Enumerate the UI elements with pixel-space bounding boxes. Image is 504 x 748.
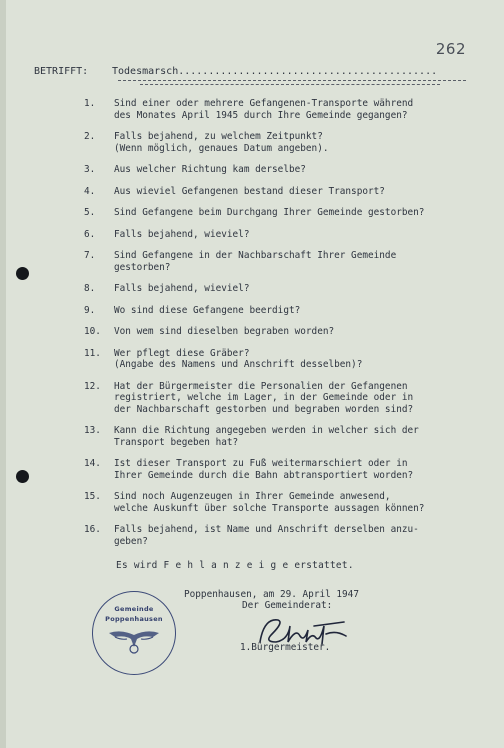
question-number: 1. xyxy=(84,98,96,109)
question-text: Falls bejahend, ist Name und Anschrift derselben anzu- geben? xyxy=(114,524,419,547)
question-text: Sind Gefangene in der Nachbarschaft Ihrer Gemeinde gestorben? xyxy=(114,250,397,273)
question-text: Falls bejahend, wieviel? xyxy=(114,228,250,240)
question-text: Sind Gefangene beim Durchgang Ihrer Gemeinde gestorben? xyxy=(114,207,425,218)
question-item xyxy=(84,425,474,448)
punch-hole xyxy=(16,470,29,483)
question-item xyxy=(84,381,474,416)
question-text: Ist dieser Transport zu Fuß weitermarschiert oder in Ihrer Gemeinde durch die Bahn abtransportiert worden? xyxy=(114,458,414,481)
municipal-seal-stamp xyxy=(92,591,176,675)
question-number: 7. xyxy=(84,250,96,261)
subject-underline-2 xyxy=(140,84,440,85)
question-text: Kann die Richtung angegeben werden in welcher sich der Transport begeben hat? xyxy=(114,425,419,448)
question-number: 6. xyxy=(84,228,96,240)
question-number: 5. xyxy=(84,207,96,218)
question-number: 16. xyxy=(84,524,101,535)
question-number: 13. xyxy=(84,425,101,436)
question-item xyxy=(84,326,474,338)
page-number: 262 xyxy=(435,40,466,58)
question-item xyxy=(84,283,474,295)
question-number: 8. xyxy=(84,283,96,294)
question-item xyxy=(84,98,474,121)
question-item xyxy=(84,348,474,371)
question-number: 14. xyxy=(84,458,101,469)
question-number: 11. xyxy=(84,347,101,359)
council-label: Der Gemeinderat: xyxy=(242,600,333,611)
seal-top-text: Gemeinde xyxy=(114,605,154,613)
question-item xyxy=(84,305,474,317)
question-item xyxy=(84,250,474,273)
question-text: Falls bejahend, zu welchem Zeitpunkt? (Wenn möglich, genaues Datum angeben). xyxy=(114,131,329,154)
question-text: Wo sind diese Gefangene beerdigt? xyxy=(114,304,301,316)
question-number: 4. xyxy=(84,185,96,197)
question-text: Falls bejahend, wieviel? xyxy=(114,283,250,294)
subject-line xyxy=(34,66,437,77)
question-item xyxy=(84,164,474,176)
page-edge xyxy=(0,0,6,748)
question-item xyxy=(84,131,474,154)
question-item xyxy=(84,207,474,219)
question-item xyxy=(84,229,474,241)
question-text: Von wem sind dieselben begraben worden? xyxy=(114,326,335,337)
mayor-title: 1.Bürgermeister. xyxy=(240,642,331,653)
question-item xyxy=(84,524,474,547)
question-number: 9. xyxy=(84,304,96,316)
place-and-date: Poppenhausen, am 29. April 1947 xyxy=(184,589,359,600)
subject-value: Todesmarsch........................................... xyxy=(112,66,438,77)
question-item xyxy=(84,491,474,514)
question-text: Hat der Bürgermeister die Personalien der Gefangenen registriert, welche im Lager, in der Gemeinde oder in der Nachbarschaft gestorben und begraben worden sind? xyxy=(114,380,414,415)
question-list xyxy=(84,98,474,547)
question-number: 15. xyxy=(84,491,101,502)
question-number: 10. xyxy=(84,326,101,337)
seal-bottom-text: Poppenhausen xyxy=(105,615,163,623)
subject-underline xyxy=(118,80,466,81)
question-text: Sind einer oder mehrere Gefangenen-Transporte während des Monates April 1945 durch Ihre Gemeinde gegangen? xyxy=(114,98,414,121)
punch-hole xyxy=(16,267,29,280)
question-item xyxy=(84,186,474,198)
question-text: Aus welcher Richtung kam derselbe? xyxy=(114,164,306,175)
question-text: Aus wieviel Gefangenen bestand dieser Transport? xyxy=(114,185,385,197)
question-number: 3. xyxy=(84,164,96,175)
question-number: 2. xyxy=(84,131,96,142)
negative-report: Es wird F e h l a n z e i g e erstattet. xyxy=(116,560,354,571)
eagle-emblem-icon xyxy=(107,625,161,655)
question-number: 12. xyxy=(84,380,101,392)
question-text: Sind noch Augenzeugen in Ihrer Gemeinde anwesend, welche Auskunft über solche Transporte aussagen können? xyxy=(114,491,425,514)
subject-label: BETRIFFT: xyxy=(34,66,89,77)
question-item xyxy=(84,458,474,481)
question-text: Wer pflegt diese Gräber? (Angabe des Namens und Anschrift desselben)? xyxy=(114,347,363,370)
